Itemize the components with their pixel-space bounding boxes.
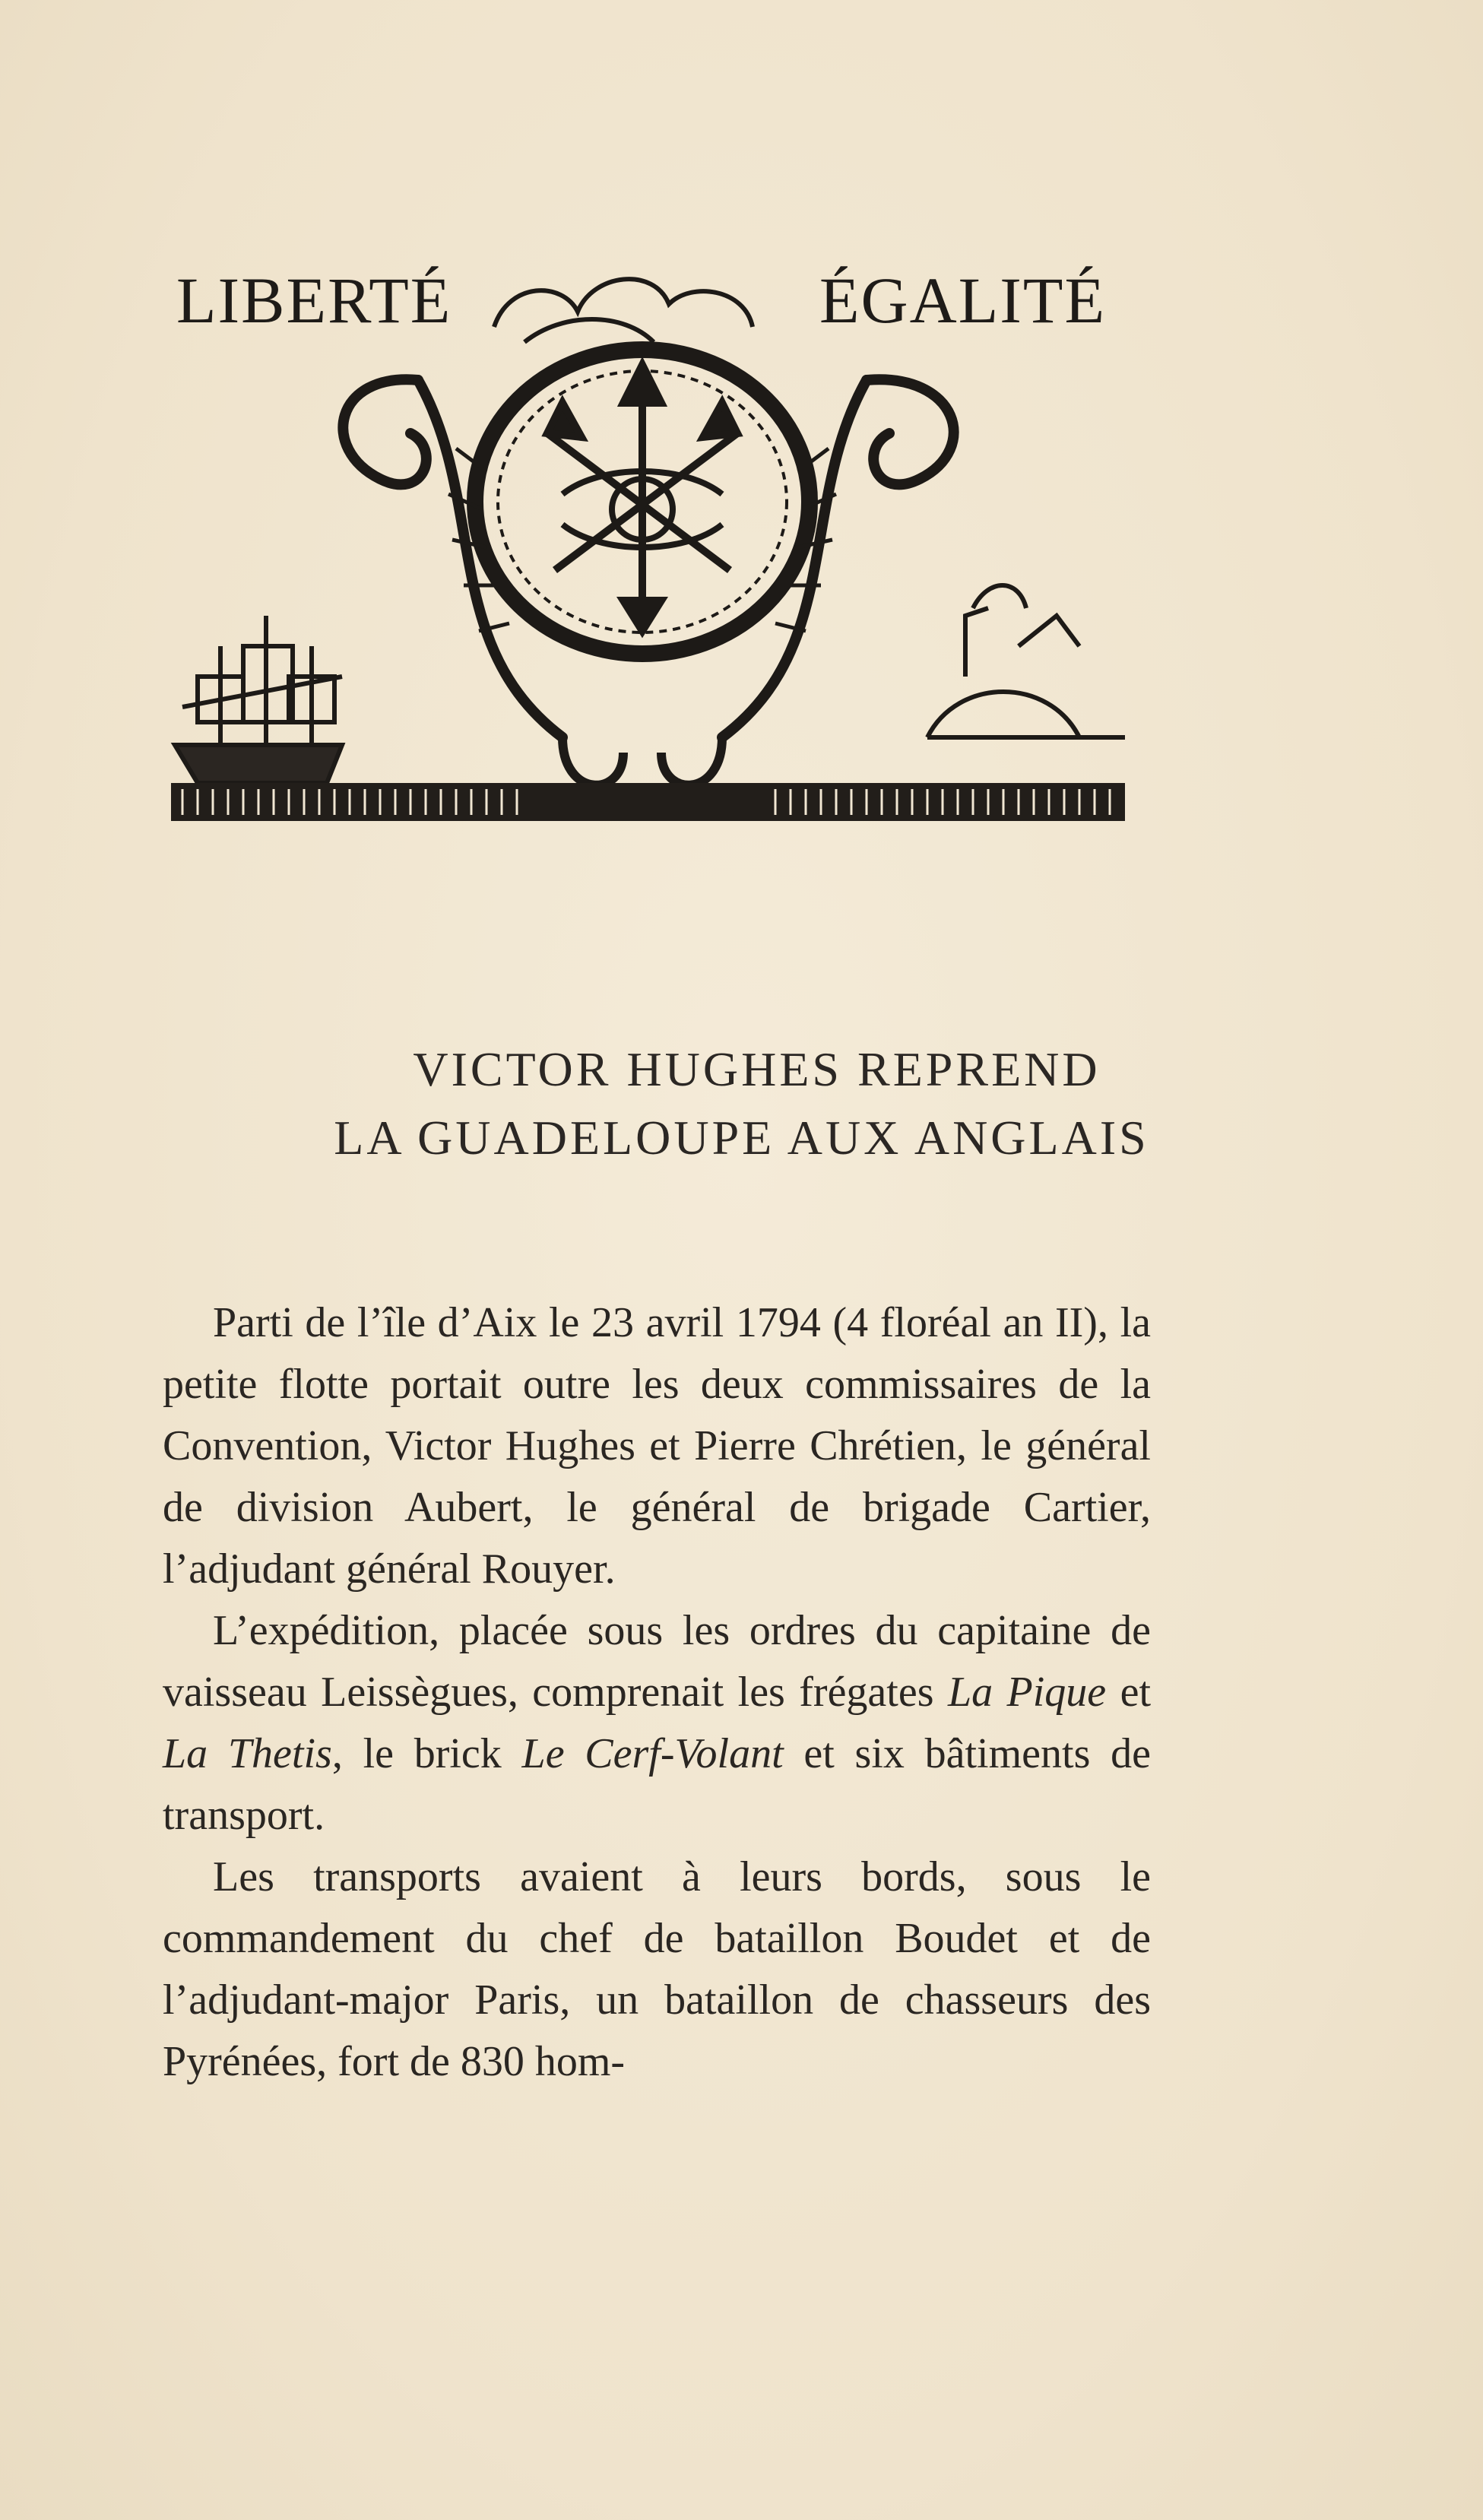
text-run: et six bâtiments de transport. xyxy=(163,1730,1151,1839)
paragraph-2 xyxy=(163,1600,1151,1846)
text-run: et xyxy=(1106,1669,1152,1716)
text-run: , le brick xyxy=(331,1730,522,1777)
chapter-title-line-2: LA GUADELOUPE AUX ANGLAIS xyxy=(334,1111,1149,1165)
motto-liberte: LIBERTÉ xyxy=(176,264,452,337)
paragraph-1 xyxy=(163,1292,1151,1600)
motto-egalite: ÉGALITÉ xyxy=(819,264,1106,337)
ship-name: La Thetis xyxy=(163,1730,332,1777)
text-run: Les transports avaient à leurs bords, sous le commandement du chef de bataillon Boudet et de l’adjudant-major Paris, un bataillon de chasseurs des Pyrénées, fort de 830 hom- xyxy=(163,1853,1151,2085)
ship-name: La Pique xyxy=(947,1669,1107,1716)
paragraph-3 xyxy=(163,1846,1151,2093)
text-run: Parti de l’île d’Aix le 23 avril 1794 (4 floréal an II), la petite flotte portait outre les deux commissaires de la Convention, Victor Hughes et Pierre Chrétien, le général de division Aubert, le général de brigade Cartier, l’adjudant général Rouyer. xyxy=(163,1299,1151,1593)
chapter-title-line-1: VICTOR HUGHES REPREND xyxy=(413,1042,1101,1096)
text-run: L’expédition, placée sous les ordres du capitaine de vaisseau Leissègues, comprenait les frégates xyxy=(163,1607,1151,1716)
body-text xyxy=(163,1292,1151,2093)
ship-name: Le Cerf-Volant xyxy=(521,1730,784,1777)
republican-emblem-vignette xyxy=(167,251,1133,905)
